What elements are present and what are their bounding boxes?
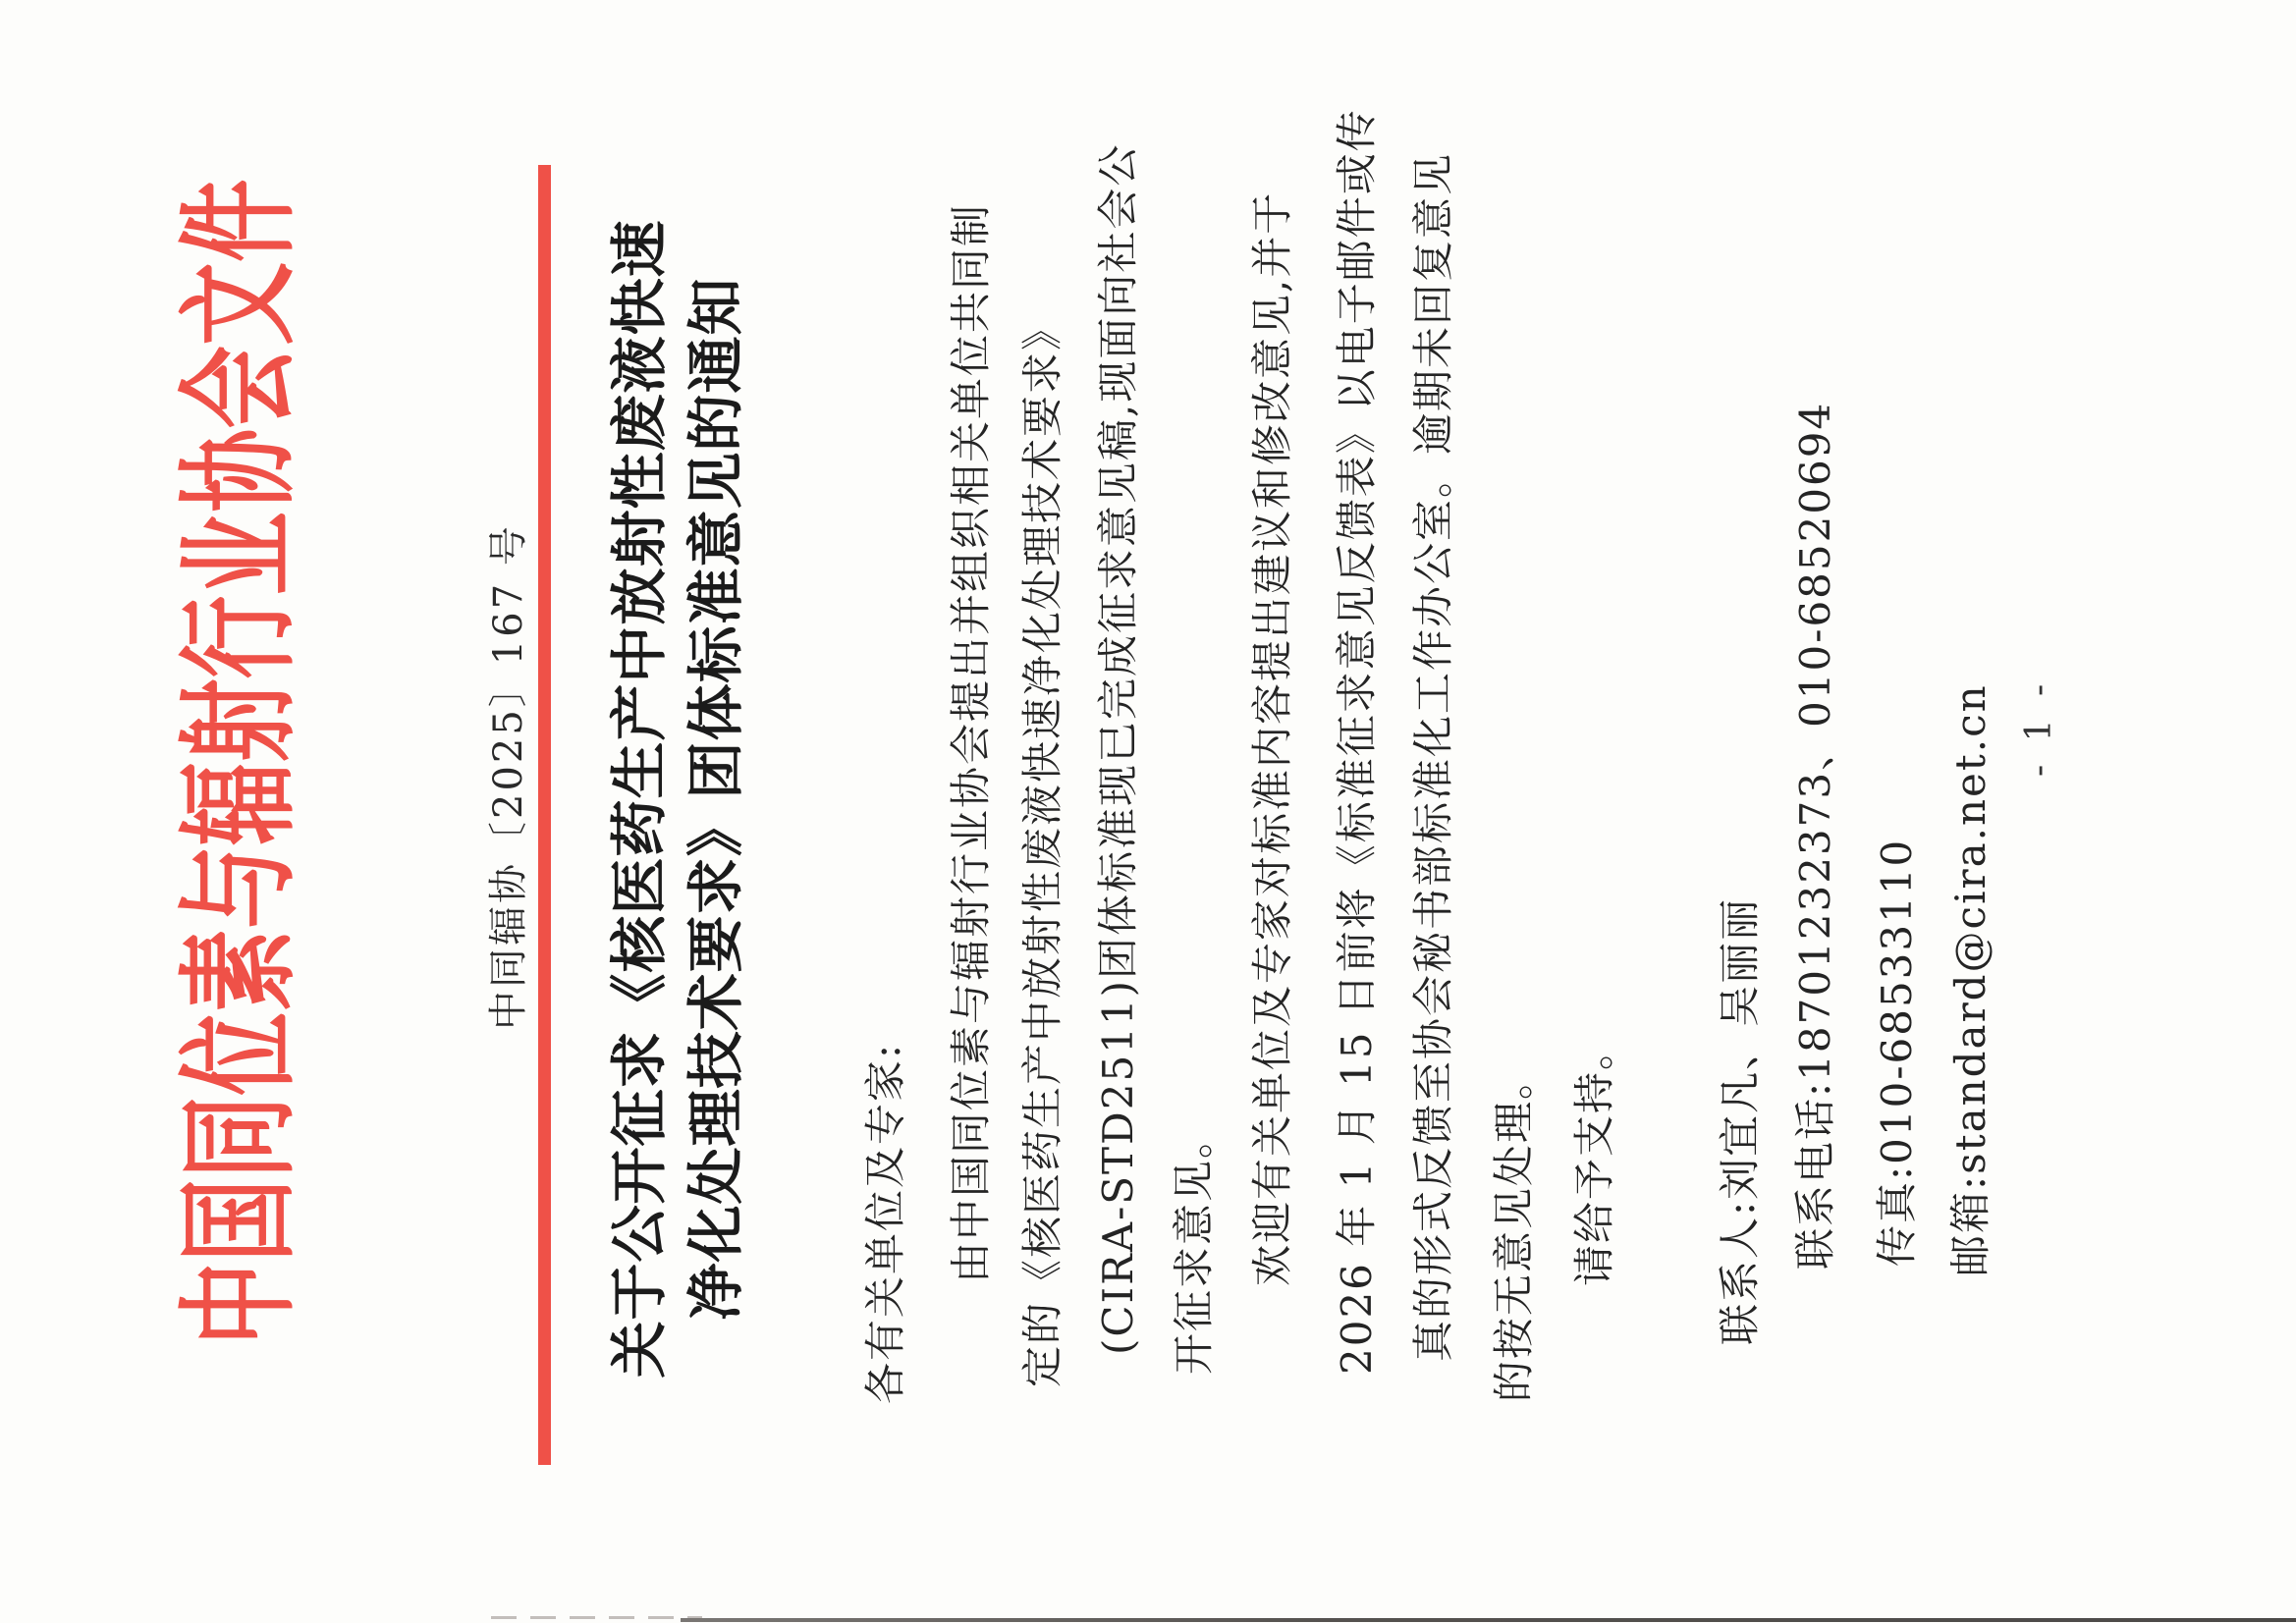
body-line: 真的形式反馈至协会秘书部标准化工作办公室。逾期未回复意见 <box>1409 151 1457 1362</box>
notice-title-line2: 净化处理技术要求》团体标准意见的通知 <box>683 277 749 1321</box>
notice-title <box>601 0 754 1623</box>
body-line: 的按无意见处理。 <box>1490 1055 1538 1402</box>
email-line: 邮箱:standard@cira.net.cn <box>1946 683 1995 1276</box>
body-line: 由中国同位素与辐射行业协会提出并组织相关单位共同制 <box>947 202 995 1283</box>
body-line: 定的《核医药生产中放射性废液快速净化处理技术要求》 <box>1018 306 1066 1387</box>
body-line: 请给予支持。 <box>1570 1026 1618 1286</box>
doc-number: 中同辐协〔2025〕167 号 <box>486 523 531 1030</box>
scan-edge-shadow <box>681 1618 2296 1622</box>
org-title-text: 中国同位素与辐射行业协会文件 <box>168 178 309 1345</box>
body-line: 欢迎有关单位及专家对标准内容提出建议和修改意见,并于 <box>1248 190 1296 1286</box>
body-line: 开征求意见。 <box>1170 1114 1218 1375</box>
notice-title-line1: 关于公开征求《核医药生产中放射性废液快速 <box>606 219 673 1379</box>
contact-person-line: 联系人:刘宜凡、吴丽丽 <box>1716 896 1764 1345</box>
scan-edge-artifact <box>491 1616 702 1619</box>
body-line: (CIRA-STD2511)团体标准现已完成征求意见稿,现面向社会公 <box>1094 142 1142 1355</box>
fax-line: 传真:010-68533110 <box>1873 838 1921 1267</box>
page-number: - 1 - <box>2019 677 2059 777</box>
body-line: 2026 年 1 月 15 日前将《标准征求意见反馈表》以电子邮件或传 <box>1333 108 1381 1375</box>
red-divider-line <box>538 165 551 1465</box>
org-title <box>168 0 309 1345</box>
contact-phone-line: 联系电话:18701232373、010-68520694 <box>1791 401 1839 1270</box>
salutation-line: 各有关单位及专家: <box>861 1042 909 1404</box>
